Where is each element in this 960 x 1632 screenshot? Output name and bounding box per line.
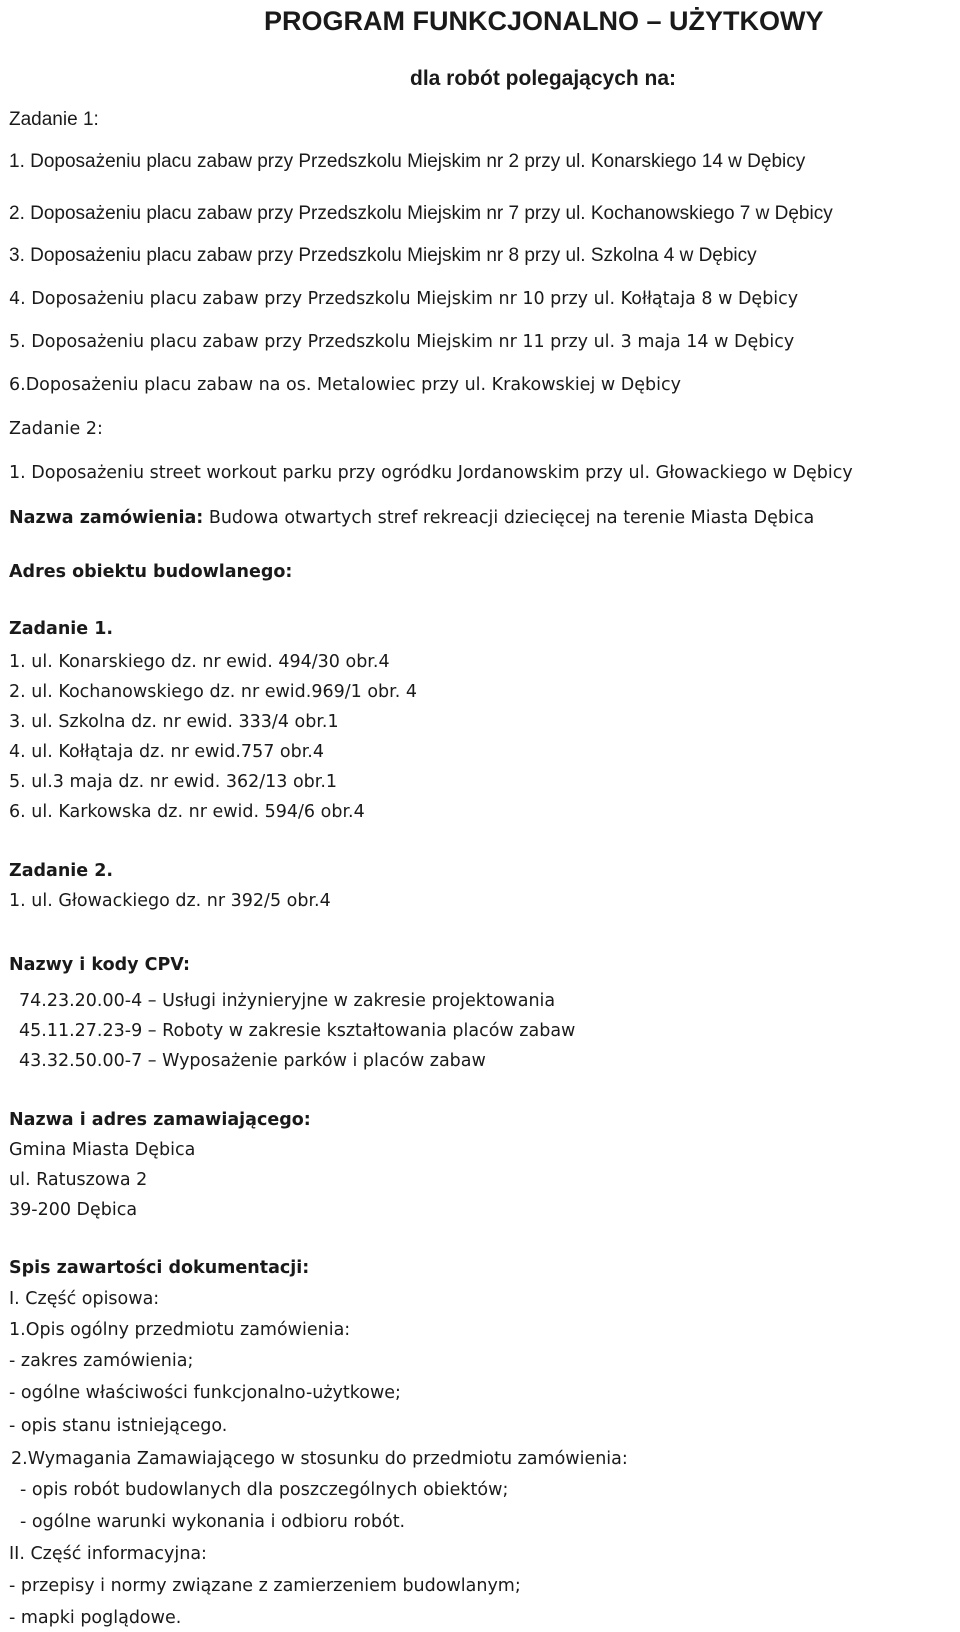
task1-item-1: 1. Doposażeniu placu zabaw przy Przedszkolu Miejskim nr 2 przy ul. Konarskiego 14 w Dębicy xyxy=(9,151,806,172)
contents-line-3: - zakres zamówienia; xyxy=(9,1351,194,1371)
contents-line-8: - ogólne warunki wykonania i odbioru robót. xyxy=(20,1512,406,1532)
task1-item-2: 2. Doposażeniu placu zabaw przy Przedszkolu Miejskim nr 7 przy ul. Kochanowskiego 7 w Dębicy xyxy=(9,203,833,224)
address-task1-item-2: 2. ul. Kochanowskiego dz. nr ewid.969/1 obr. 4 xyxy=(9,682,417,702)
contracting-line-2: ul. Ratuszowa 2 xyxy=(9,1170,148,1190)
task2-heading: Zadanie 2: xyxy=(9,419,103,439)
task2-item-1: 1. Doposażeniu street workout parku przy ogródku Jordanowskim przy ul. Głowackiego w Dębicy xyxy=(9,463,853,483)
contents-line-4: - ogólne właściwości funkcjonalno-użytkowe; xyxy=(9,1383,401,1403)
contents-line-2: 1.Opis ogólny przedmiotu zamówienia: xyxy=(9,1320,351,1340)
address-task1-item-6: 6. ul. Karkowska dz. nr ewid. 594/6 obr.4 xyxy=(9,802,365,822)
address-task1-item-1: 1. ul. Konarskiego dz. nr ewid. 494/30 obr.4 xyxy=(9,652,390,672)
task1-item-3: 3. Doposażeniu placu zabaw przy Przedszkolu Miejskim nr 8 przy ul. Szkolna 4 w Dębicy xyxy=(9,245,757,266)
cpv-item-3: 43.32.50.00-7 – Wyposażenie parków i placów zabaw xyxy=(19,1051,486,1071)
order-name-value: Budowa otwartych stref rekreacji dziecięcej na terenie Miasta Dębica xyxy=(203,508,815,528)
address-task2-heading: Zadanie 2. xyxy=(9,861,114,881)
task1-item-4: 4. Doposażeniu placu zabaw przy Przedszkolu Miejskim nr 10 przy ul. Kołłątaja 8 w Dębicy xyxy=(9,289,799,309)
cpv-item-1: 74.23.20.00-4 – Usługi inżynieryjne w zakresie projektowania xyxy=(19,991,556,1011)
contents-line-7: - opis robót budowlanych dla poszczególnych obiektów; xyxy=(20,1480,509,1500)
cpv-heading: Nazwy i kody CPV: xyxy=(9,955,191,975)
address-task1-item-4: 4. ul. Kołłątaja dz. nr ewid.757 obr.4 xyxy=(9,742,324,762)
contents-line-5: - opis stanu istniejącego. xyxy=(9,1416,228,1436)
contents-line-6: 2.Wymagania Zamawiającego w stosunku do przedmiotu zamówienia: xyxy=(11,1449,628,1469)
task1-item-5: 5. Doposażeniu placu zabaw przy Przedszkolu Miejskim nr 11 przy ul. 3 maja 14 w Dębicy xyxy=(9,332,795,352)
address-task1-item-3: 3. ul. Szkolna dz. nr ewid. 333/4 obr.1 xyxy=(9,712,339,732)
address-task1-item-5: 5. ul.3 maja dz. nr ewid. 362/13 obr.1 xyxy=(9,772,338,792)
contents-line-1: I. Część opisowa: xyxy=(9,1289,160,1309)
task1-item-6: 6.Doposażeniu placu zabaw na os. Metalowiec przy ul. Krakowskiej w Dębicy xyxy=(9,375,681,395)
contents-heading: Spis zawartości dokumentacji: xyxy=(9,1258,310,1278)
order-name-label: Nazwa zamówienia: xyxy=(9,508,204,528)
contracting-line-1: Gmina Miasta Dębica xyxy=(9,1140,196,1160)
document-subtitle: dla robót polegających na: xyxy=(410,67,677,90)
address-heading: Adres obiektu budowlanego: xyxy=(9,562,293,582)
contents-line-9: II. Część informacyjna: xyxy=(9,1544,207,1564)
document-title: PROGRAM FUNKCJONALNO – UŻYTKOWY xyxy=(264,6,824,36)
contents-line-10: - przepisy i normy związane z zamierzeniem budowlanym; xyxy=(9,1576,521,1596)
task1-heading: Zadanie 1: xyxy=(9,109,99,130)
cpv-item-2: 45.11.27.23-9 – Roboty w zakresie kształtowania placów zabaw xyxy=(19,1021,576,1041)
contracting-line-3: 39-200 Dębica xyxy=(9,1200,138,1220)
address-task1-heading: Zadanie 1. xyxy=(9,619,114,639)
contracting-heading: Nazwa i adres zamawiającego: xyxy=(9,1110,311,1130)
order-name-line xyxy=(9,506,814,530)
address-task2-item-1: 1. ul. Głowackiego dz. nr 392/5 obr.4 xyxy=(9,891,331,911)
contents-line-11: - mapki poglądowe. xyxy=(9,1608,182,1628)
